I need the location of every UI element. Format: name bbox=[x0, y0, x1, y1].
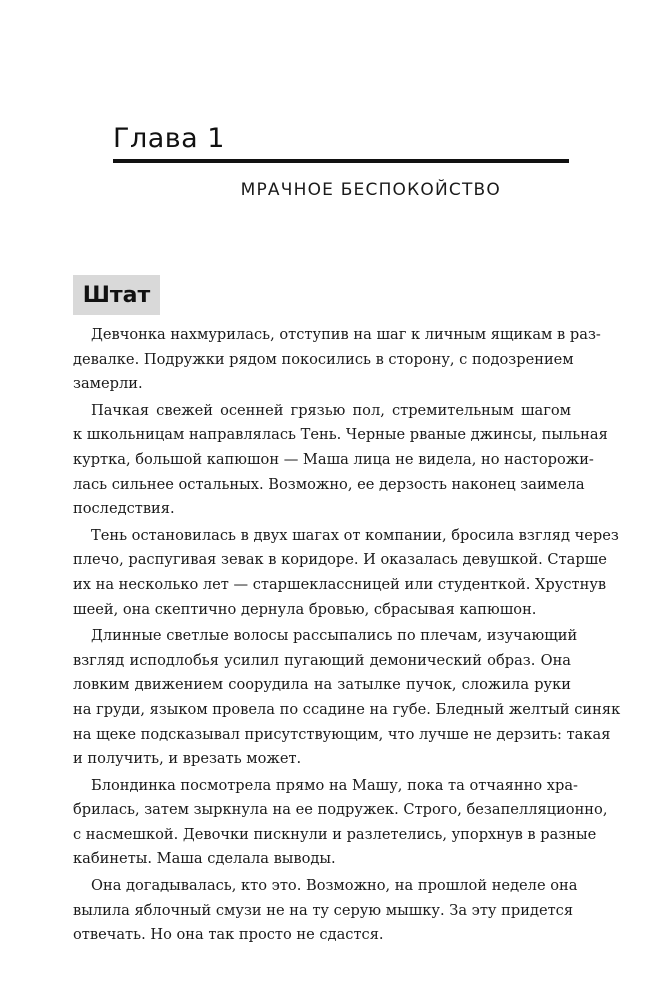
text-line: замерли. bbox=[73, 375, 143, 393]
text-line: с насмешкой. Девочки пискнули и разлетелись, упорхнув в разные bbox=[73, 825, 597, 843]
paragraph bbox=[73, 874, 578, 948]
text-line: Девчонка нахмурилась, отступив на шаг к личным ящикам в раз- bbox=[91, 326, 601, 343]
text-line: их на несколько лет — старшеклассницей или студенткой. Хрустнув bbox=[73, 575, 607, 593]
text-line: на щеке подсказывал присутствующим, что лучше не дерзить: такая bbox=[73, 725, 611, 743]
section-title: Штат bbox=[82, 282, 151, 308]
text-line: Тень остановилась в двух шагах от компании, бросила взгляд через bbox=[91, 526, 619, 544]
text-line: ловким движением соорудила на затылке пучок, сложила руки bbox=[73, 676, 571, 694]
paragraph bbox=[73, 524, 619, 622]
paragraph bbox=[73, 399, 608, 522]
text-line: Пачкая свежей осенней грязью пол, стремительным шагом bbox=[91, 401, 571, 419]
text-line: лась сильнее остальных. Возможно, ее дерзость наконец заимела bbox=[73, 475, 585, 493]
text-line: отвечать. Но она так просто не сдастся. bbox=[73, 926, 384, 944]
body-text bbox=[73, 323, 621, 950]
text-line: Блондинка посмотрела прямо на Машу, пока та отчаянно хра- bbox=[91, 776, 578, 794]
chapter-header bbox=[113, 122, 569, 200]
paragraph bbox=[73, 624, 621, 772]
text-line: на груди, языком провела по ссадине на губе. Бледный желтый синяк bbox=[73, 700, 621, 718]
paragraph bbox=[73, 323, 601, 397]
text-line: к школьницам направлялась Тень. Черные рваные джинсы, пыльная bbox=[73, 426, 608, 444]
text-line: плечо, распугивая зевак в коридоре. И оказалась девушкой. Старше bbox=[73, 551, 607, 569]
paragraph bbox=[73, 774, 608, 872]
text-line: брилась, затем зыркнула на ее подружек. Строго, безапелляционно, bbox=[73, 801, 608, 819]
text-line: последствия. bbox=[73, 500, 175, 518]
text-line: взгляд исподлобья усилил пугающий демонический образ. Она bbox=[73, 651, 571, 669]
chapter-rule bbox=[113, 159, 569, 163]
text-line: кабинеты. Маша сделала выводы. bbox=[73, 850, 336, 868]
text-line: и получить, и врезать может. bbox=[73, 750, 302, 768]
text-line: Длинные светлые волосы рассыпались по плечам, изучающий bbox=[91, 627, 578, 645]
text-line: шеей, она скептично дернула бровью, сбрасывая капюшон. bbox=[73, 600, 537, 618]
text-line: девалке. Подружки рядом покосились в сторону, с подозрением bbox=[73, 350, 574, 368]
text-line: вылила яблочный смузи не на ту серую мышку. За эту придется bbox=[73, 901, 574, 919]
chapter-subtitle: МРАЧНОЕ БЕСПОКОЙСТВО bbox=[240, 180, 501, 200]
text-line: Она догадывалась, кто это. Возможно, на прошлой неделе она bbox=[91, 877, 578, 895]
chapter-number: Глава 1 bbox=[113, 123, 225, 154]
section-heading-box bbox=[73, 275, 160, 315]
text-line: куртка, большой капюшон — Маша лица не видела, но насторожи- bbox=[73, 450, 594, 468]
